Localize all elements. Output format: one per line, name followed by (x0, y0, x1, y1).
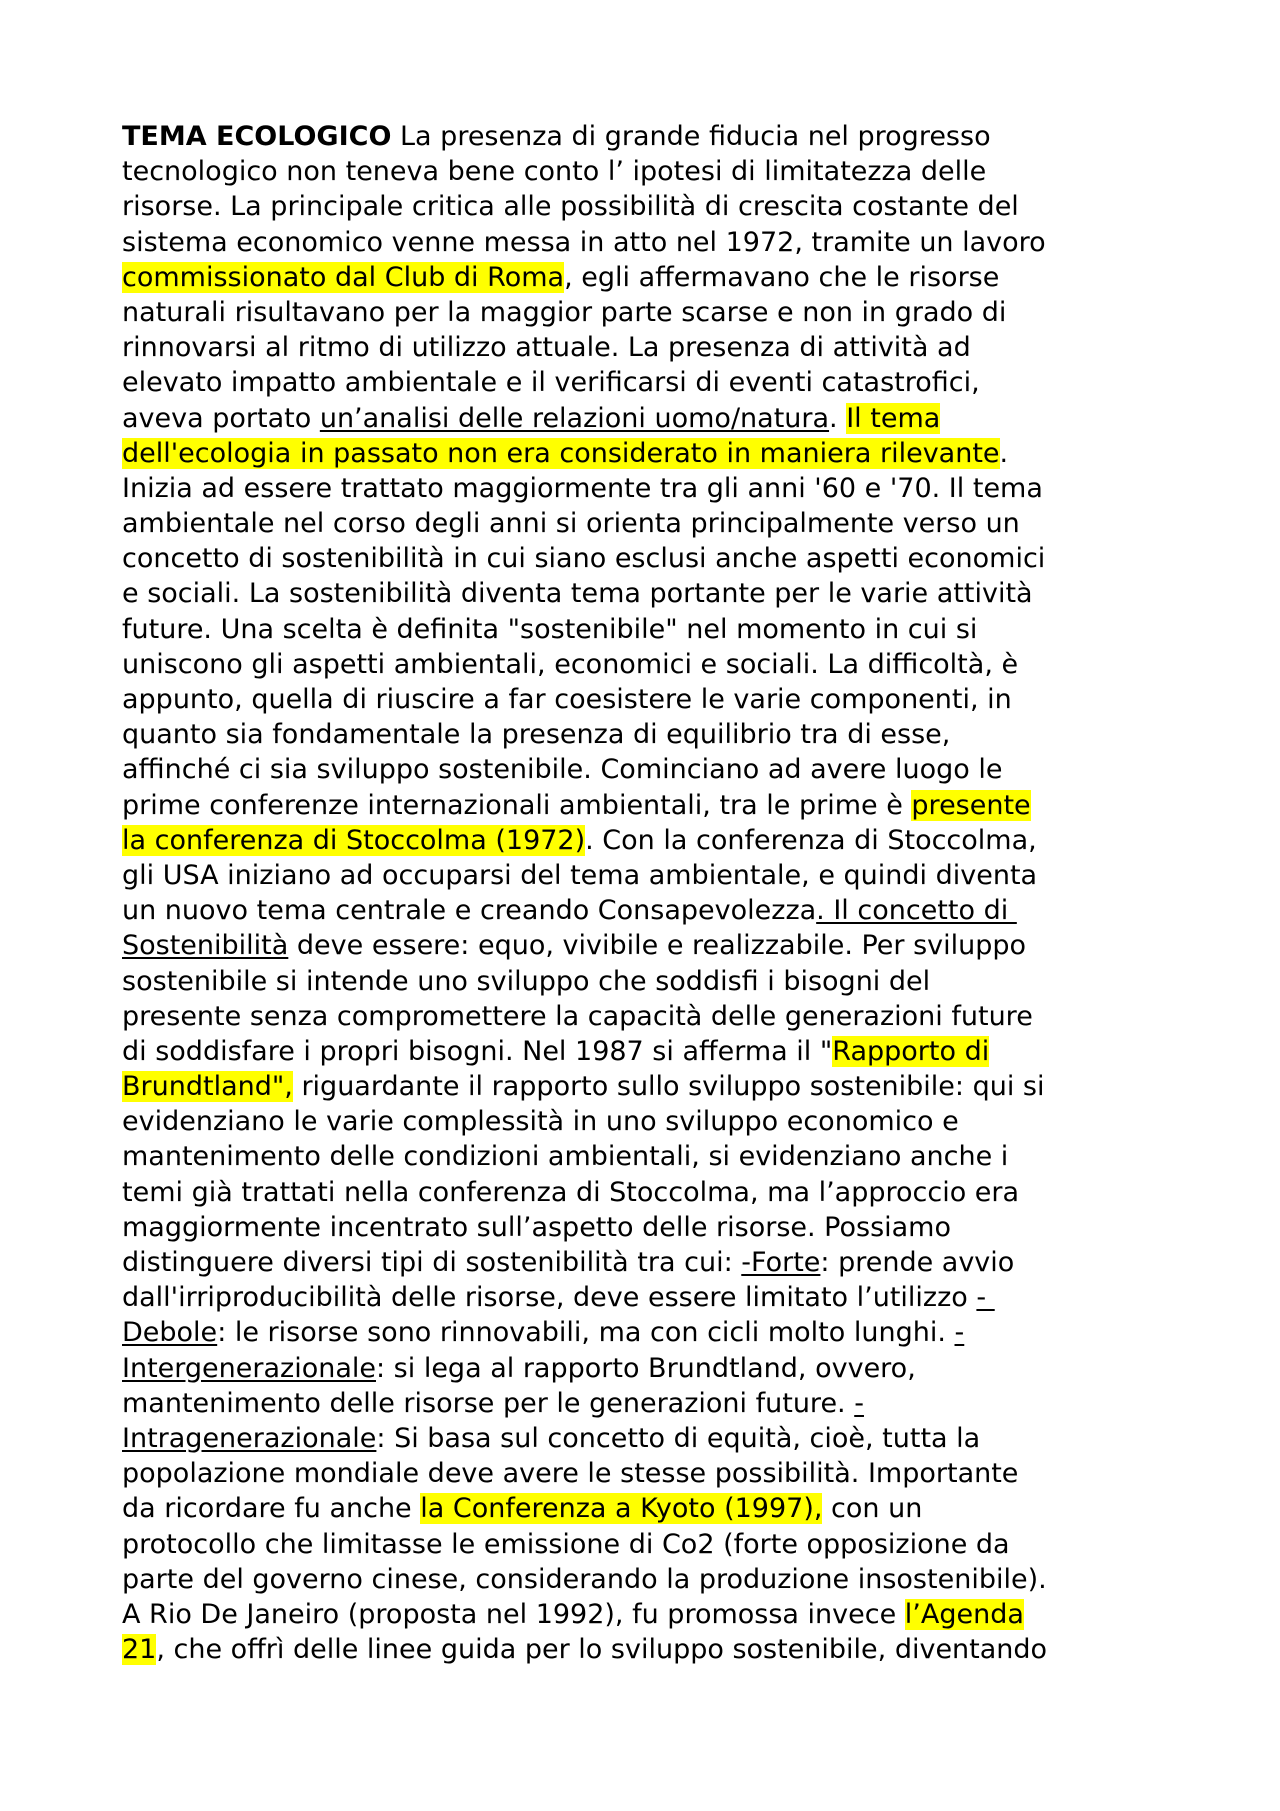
highlighted-text: dell'ecologia in passato non era considerato in maniera rilevante (122, 437, 1000, 469)
text-line (122, 330, 1170, 365)
highlighted-text: presente (911, 789, 1031, 821)
text-run: , che offrì delle linee guida per lo sviluppo sostenibile, diventando (156, 1634, 1048, 1666)
text-line (122, 1315, 1170, 1350)
highlighted-text: 21 (122, 1634, 157, 1666)
text-line (122, 752, 1170, 787)
text-line (122, 225, 1170, 260)
text-run: popolazione mondiale deve avere le stesse possibilità. Importante (122, 1458, 1019, 1490)
text-run: gli USA iniziano ad occuparsi del tema ambientale, e quindi diventa (122, 859, 1038, 891)
text-line (122, 260, 1170, 295)
text-run: di soddisfare i propri bisogni. Nel 1987 si afferma il " (122, 1035, 833, 1067)
underlined-text: . Il concetto di (816, 895, 1017, 927)
text-run: elevato impatto ambientale e il verificarsi di eventi catastrofici, (122, 367, 980, 399)
text-line (122, 1210, 1170, 1245)
bold-heading: TEMA ECOLOGICO (122, 121, 392, 152)
text-run: concetto di sostenibilità in cui siano esclusi anche aspetti economici (122, 543, 1046, 575)
text-line (122, 1597, 1170, 1632)
text-line (122, 999, 1170, 1034)
text-line (122, 471, 1170, 506)
text-line (122, 647, 1170, 682)
text-line (122, 1386, 1170, 1421)
text-line (122, 858, 1170, 893)
text-run: ambientale nel corso degli anni si orienta principalmente verso un (122, 508, 1020, 540)
text-run: : prende avvio (820, 1247, 1015, 1278)
underlined-text: Sostenibilità (122, 930, 289, 962)
text-run: risorse. La principale critica alle possibilità di crescita costante del (122, 191, 1019, 223)
text-line (122, 365, 1170, 400)
text-run: rinnovarsi al ritmo di utilizzo attuale. La presenza di attività ad (122, 332, 971, 364)
text-run: prime conferenze internazionali ambientali, tra le prime è (122, 789, 912, 821)
text-line (122, 1104, 1170, 1139)
text-run: , egli affermavano che le risorse (564, 261, 1000, 293)
text-line (122, 682, 1170, 717)
text-line (122, 1280, 1170, 1315)
text-run: con un (822, 1493, 923, 1525)
highlighted-text: commissionato dal Club di Roma (122, 261, 565, 293)
underlined-text: Intragenerazionale (122, 1422, 377, 1454)
text-line (122, 823, 1170, 858)
underlined-text: Debole (122, 1317, 218, 1349)
text-line (122, 1632, 1170, 1667)
underlined-text: - (854, 1387, 864, 1419)
underlined-text: -Forte (741, 1247, 821, 1278)
text-run: presente senza compromettere la capacità delle generazioni future (122, 1000, 1033, 1032)
text-run: La presenza di grande fiducia nel progresso (391, 121, 991, 152)
text-run: sostenibile si intende uno sviluppo che soddisfi i bisogni del (122, 965, 931, 997)
document-body (122, 119, 1170, 1667)
text-run: tecnologico non teneva bene conto l’ ipotesi di limitatezza delle (122, 156, 987, 188)
text-run: temi già trattati nella conferenza di Stoccolma, ma l’approccio era (122, 1176, 1020, 1208)
text-line (122, 436, 1170, 471)
text-line (122, 1139, 1170, 1174)
text-run: evidenziano le varie complessità in uno sviluppo economico e (122, 1106, 959, 1138)
text-run: sistema economico venne messa in atto nel 1972, tramite un lavoro (122, 226, 1046, 258)
text-line (122, 928, 1170, 963)
text-line (122, 893, 1170, 928)
text-run: aveva portato (122, 402, 320, 434)
text-run: : si lega al rapporto Brundtland, ovvero, (375, 1352, 916, 1384)
underlined-text: un’analisi delle relazioni uomo/natura (319, 402, 830, 434)
text-line (122, 401, 1170, 436)
text-line (122, 1456, 1170, 1491)
text-run: affinché ci sia sviluppo sostenibile. Cominciano ad avere luogo le (122, 754, 1003, 786)
text-line (122, 506, 1170, 541)
highlighted-text: l’Agenda (904, 1598, 1024, 1630)
text-run: . (829, 402, 847, 434)
text-run: deve essere: equo, vivibile e realizzabile. Per sviluppo (288, 930, 1027, 962)
text-line (122, 576, 1170, 611)
text-line (122, 295, 1170, 330)
text-run: maggiormente incentrato sull’aspetto delle risorse. Possiamo (122, 1211, 951, 1243)
text-line (122, 1245, 1170, 1280)
text-run: : le risorse sono rinnovabili, ma con cicli molto lunghi. (217, 1317, 955, 1349)
text-run: distinguere diversi tipi di sostenibilità tra cui: (122, 1247, 742, 1278)
text-line (122, 1175, 1170, 1210)
text-run: e sociali. La sostenibilità diventa tema portante per le varie attività (122, 578, 1033, 610)
text-line (122, 1421, 1170, 1456)
highlighted-text: Il tema (846, 402, 941, 434)
text-run: Inizia ad essere trattato maggiormente tra gli anni '60 e '70. Il tema (122, 472, 1043, 504)
text-line (122, 1491, 1170, 1526)
text-run: protocollo che limitasse le emissione di Co2 (forte opposizione da (122, 1528, 1010, 1560)
text-line (122, 119, 1170, 154)
text-line (122, 788, 1170, 823)
text-line (122, 612, 1170, 647)
text-run: mantenimento delle risorse per le generazioni future. (122, 1387, 855, 1419)
text-line (122, 189, 1170, 224)
highlighted-text: la Conferenza a Kyoto (1997), (420, 1493, 823, 1525)
text-line (122, 1351, 1170, 1386)
text-line (122, 1527, 1170, 1562)
text-run: A Rio De Janeiro (proposta nel 1992), fu promossa invece (122, 1598, 905, 1630)
highlighted-text: Brundtland", (122, 1071, 293, 1103)
text-line (122, 1034, 1170, 1069)
text-run: . Con la conferenza di Stoccolma, (585, 824, 1037, 856)
underlined-text: Intergenerazionale (122, 1352, 376, 1384)
text-run: : Si basa sul concetto di equità, cioè, tutta la (376, 1422, 981, 1454)
text-line (122, 541, 1170, 576)
text-run: . (999, 437, 1009, 469)
text-line (122, 964, 1170, 999)
text-line (122, 154, 1170, 189)
underlined-text: - (954, 1317, 965, 1349)
text-line (122, 1069, 1170, 1104)
text-line (122, 717, 1170, 752)
text-run: future. Una scelta è definita "sostenibile" nel momento in cui si (122, 613, 978, 645)
text-run: da ricordare fu anche (122, 1493, 421, 1525)
text-run: uniscono gli aspetti ambientali, economici e sociali. La difficoltà, è (122, 648, 1019, 680)
text-run: dall'irriproducibilità delle risorse, deve essere limitato l’utilizzo (122, 1282, 977, 1314)
underlined-text: - (976, 1282, 995, 1314)
text-run: mantenimento delle condizioni ambientali, si evidenziano anche i (122, 1141, 1009, 1173)
text-run: parte del governo cinese, considerando la produzione insostenibile). (122, 1563, 1047, 1595)
text-line (122, 1562, 1170, 1597)
text-run: appunto, quella di riuscire a far coesistere le varie componenti, in (122, 684, 1012, 715)
highlighted-text: la conferenza di Stoccolma (1972) (122, 824, 586, 856)
text-run: quanto sia fondamentale la presenza di equilibrio tra di esse, (122, 719, 951, 751)
text-run: un nuovo tema centrale e creando Consapevolezza (122, 895, 817, 927)
highlighted-text: Rapporto di (832, 1035, 990, 1067)
text-run: riguardante il rapporto sullo sviluppo sostenibile: qui si (292, 1071, 1045, 1103)
text-run: naturali risultavano per la maggior parte scarse e non in grado di (122, 296, 1007, 328)
